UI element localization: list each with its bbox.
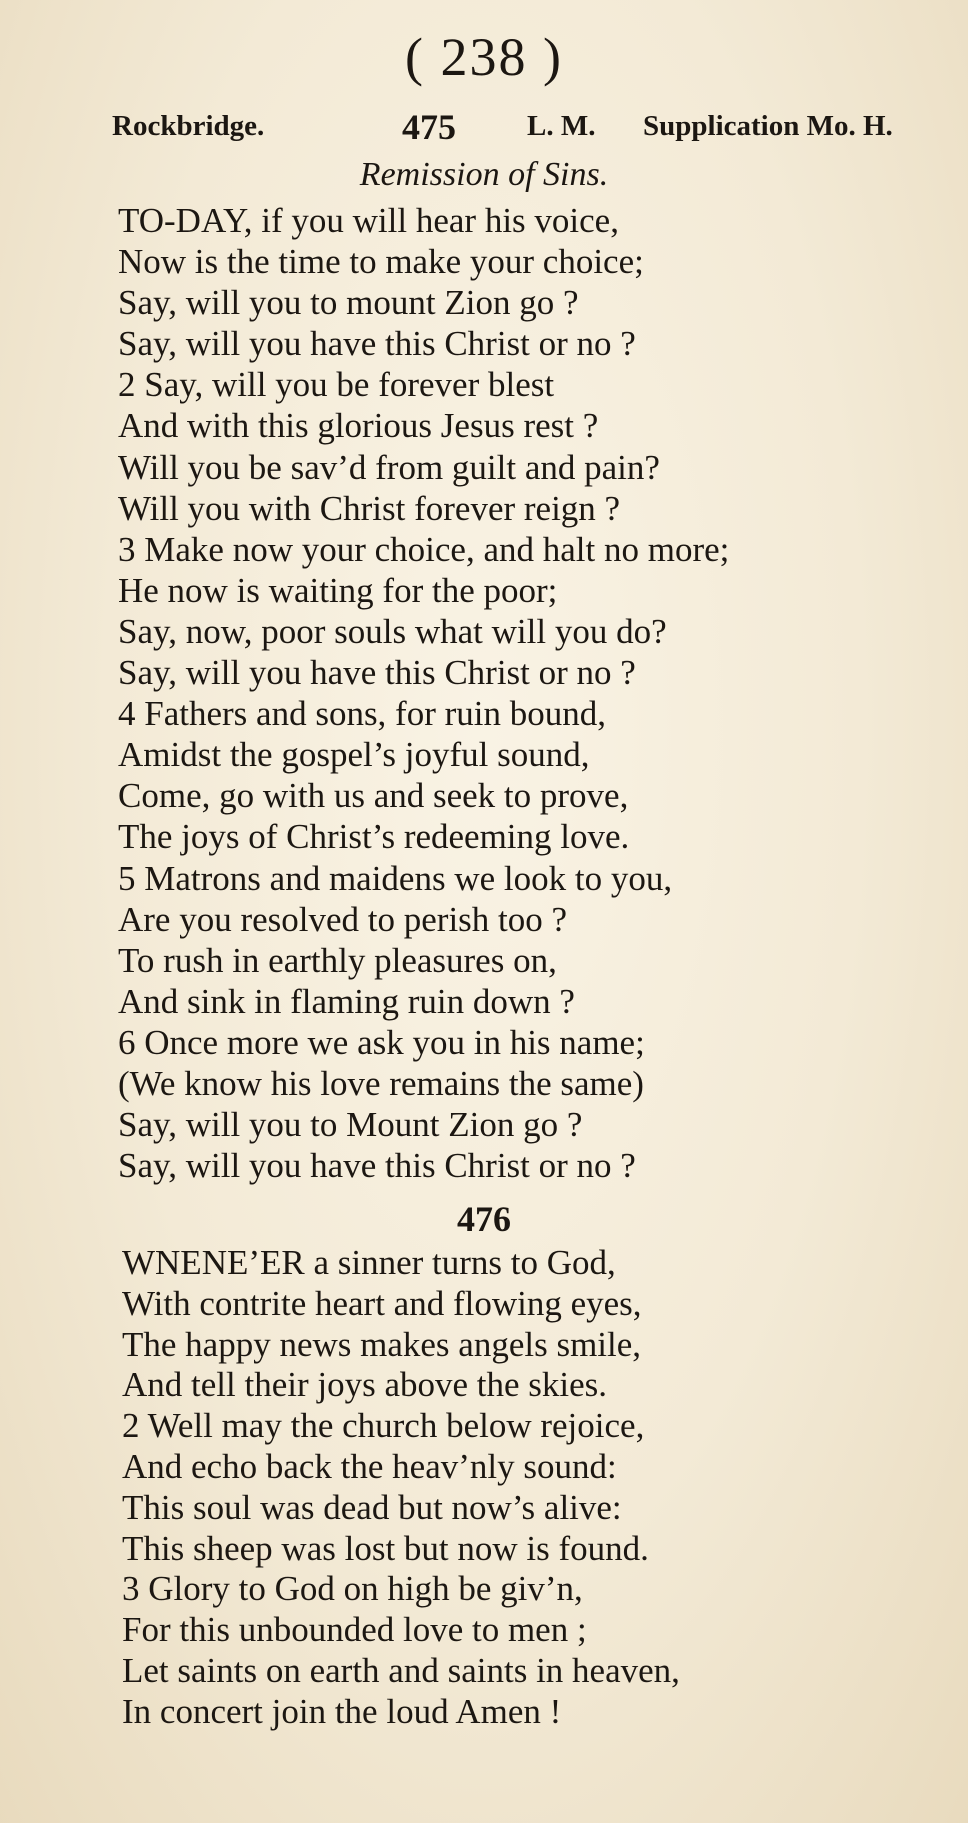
verse-line: 4 Fathers and sons, for ruin bound, <box>118 694 607 734</box>
verse-line: Are you resolved to perish too ? <box>118 899 568 939</box>
verse-line: The joys of Christ’s redeeming love. <box>118 817 630 857</box>
verse-line: (We know his love remains the same) <box>118 1063 644 1103</box>
verse-line: Now is the time to make your choice; <box>118 242 644 282</box>
verse-line: In concert join the loud Amen ! <box>122 1691 562 1731</box>
meter: L. M. <box>527 110 596 142</box>
verse-line: Say, will you to mount Zion go ? <box>118 283 579 323</box>
hymn-475-header <box>0 106 968 150</box>
verse-line: Say, now, poor souls what will you do? <box>118 611 667 651</box>
tune-name: Rockbridge. <box>112 110 265 142</box>
verse-line: He now is waiting for the poor; <box>118 570 558 610</box>
verse-line: And tell their joys above the skies. <box>122 1365 608 1405</box>
hymn-number: 476 <box>457 1199 511 1239</box>
hymn-476-text <box>122 1243 680 1733</box>
verse-line: The happy news makes angels smile, <box>122 1324 642 1364</box>
verse-line: Will you be sav’d from guilt and pain? <box>118 447 660 487</box>
verse-line: To rush in earthly pleasures on, <box>118 940 557 980</box>
hymn-number: 475 <box>402 107 456 147</box>
verse-line: And sink in flaming ruin down ? <box>118 981 575 1021</box>
verse-line: With contrite heart and flowing eyes, <box>122 1283 642 1323</box>
verse-line: Say, will you have this Christ or no ? <box>118 324 636 364</box>
verse-line: WNENE’ER a sinner turns to God, <box>122 1243 616 1282</box>
hymn-475-text <box>118 200 729 1186</box>
verse-line: And echo back the heav’nly sound: <box>122 1446 617 1486</box>
verse-line: This soul was dead but now’s alive: <box>122 1487 622 1527</box>
verse-line: TO-DAY, if you will hear his voice, <box>118 201 619 240</box>
verse-line: Say, will you have this Christ or no ? <box>118 1146 636 1186</box>
verse-line: Come, go with us and seek to prove, <box>118 776 629 816</box>
hymn-title: Remission of Sins. <box>359 156 609 193</box>
verse-line: 5 Matrons and maidens we look to you, <box>118 858 673 898</box>
verse-line: 6 Once more we ask you in his name; <box>118 1022 645 1062</box>
verse-line: Let saints on earth and saints in heaven, <box>122 1650 680 1690</box>
page-number: ( 238 ) <box>405 27 563 87</box>
verse-line: Amidst the gospel’s joyful sound, <box>118 735 590 775</box>
verse-line: Will you with Christ forever reign ? <box>118 488 621 528</box>
verse-line: And with this glorious Jesus rest ? <box>118 406 599 446</box>
verse-line: 3 Glory to God on high be giv’n, <box>122 1569 583 1609</box>
verse-line: 2 Well may the church below rejoice, <box>122 1406 645 1446</box>
verse-line: Say, will you to Mount Zion go ? <box>118 1105 583 1145</box>
hymn-category: Supplication Mo. H. <box>643 110 893 142</box>
verse-line: 3 Make now your choice, and halt no more; <box>118 529 730 569</box>
verse-line: 2 Say, will you be forever blest <box>118 365 555 405</box>
verse-line: Say, will you have this Christ or no ? <box>118 653 636 693</box>
verse-line: For this unbounded love to men ; <box>122 1610 587 1650</box>
verse-line: This sheep was lost but now is found. <box>122 1528 649 1568</box>
